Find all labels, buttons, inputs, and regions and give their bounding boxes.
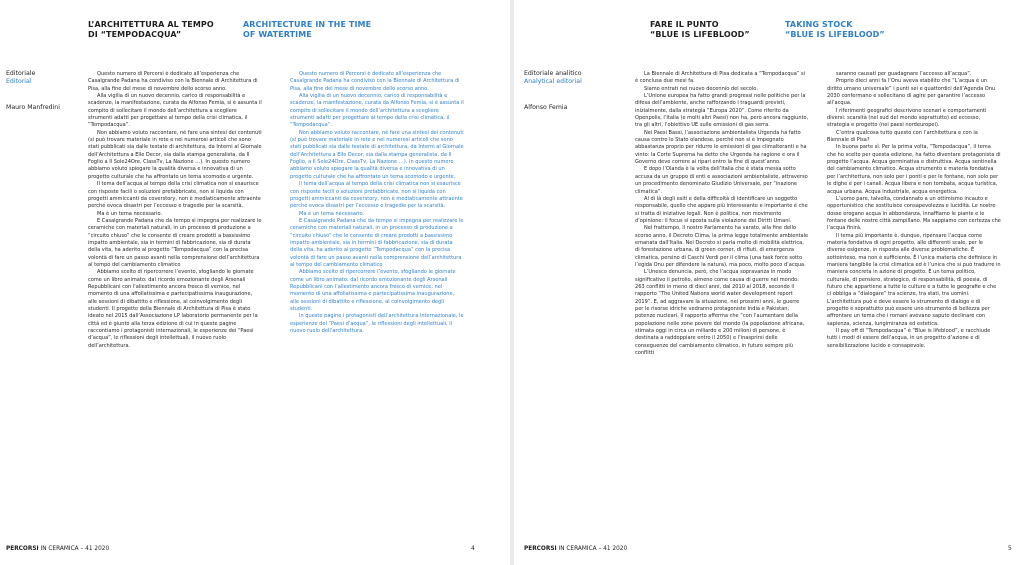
right-section-en: Analytical editorial [524,78,582,85]
paragraph: Il tema dell’acqua al tempo della crisi climatica non si esaurisce con risposte facili o soluzioni prefabbricate, non si liquida con progetti ammiccanti da coverstory, non è mediaticamente attraente perché evoca disastri per l’eccesso e tragedie per la scarsità. [88,181,261,210]
paragraph: In buona parte sì. Per la prima volta, “Tempodacqua”, il tema che ho scelto per questa edizione, ha fatto diventare protagonista di progetto l’acqua. Acqua germinativa e distruttiva. Acqua sentinella del cambiamento climatico. Acqua strumento e materia fondativa per l’architettura, non solo per i ponti e per le fontane, non solo per le dighe e per i canali. Acqua libera e non tombata, acqua turistica, acqua urbana. Acqua industriale, acqua energetica. [827,144,1001,195]
paragraph: L’Unesco denuncia, però, che l’acqua sopravanza in modo significativo il petrolio, almeno come causa di guerre nel mondo: 263 conflitti in meno di dieci anni, dal 2010 al 2018, secondo il rapporto “The United Nations world water development report 2019”. E, ad aggravare la situazione, nei prossimi anni, le guerre per le risorse idriche vedranno protagoniste India e Pakistan, potenze nucleari. Il rapporto afferma che “con l’aumentare della popolazione nelle zone povere del mondo (la popolazione africana, stimata oggi in circa un miliardo e 200 milioni di persone, è destinata a raddoppiare entro il 2050) e l’inasprirsi delle conseguenze del cambiamento climatico, in futuro sempre più conflitti [635,269,805,357]
footer-issue: – 41 [80,546,93,552]
paragraph: Al di là degli esiti e della difficoltà di identificare un soggetto responsabile, quello che appare più interessante e importante è che si tratta di iniziative legali. Non è politica, non movimento d’opinione: il focus si sposta sulla violazione dei Diritti Umani. [635,195,808,224]
paragraph: Il pay off di “Tempodacqua” è “Blue is lifeblood”, e racchiude tutti i modi di essere dell’acqua, in un progetto d’azione e di sensibilizzazione lucido e consapevole. [827,328,991,349]
paragraph: Alla vigilia di un nuovo decennio, carico di responsabilità e scadenze, la manifestazione, curata da Alfonso Femia, si è assunta il compito di sollecitare il mondo dell’architettura a scegliere strumenti adatti per progettare al tempo della crisi climatica, il “Tempodacqua”. [290,93,464,129]
paragraph: C’entra qualcosa tutto questo con l’architettura e con la Biennale di Pisa? [827,129,978,144]
paragraph: E Casalgrande Padana che da tempo si impegna per realizzare le ceramiche con materiali naturali, in un processo di produzione a “circuito chiuso” che le consente di creare prodotti a bassissimo impatto ambientale, sia in termini di fabbricazione, sia di durata della vita, ha aderito al progetto “Tempodacqua” con la precisa volontà di fare un passo avanti nella comprensione dell’architettura al tempo del cambiamento climatico [88,217,262,268]
left-title-en [243,20,371,40]
paragraph: I riferimenti geografici descrivono scenari e comportamenti diversi: scarsità (nel sud del mondo soprattutto) ed eccesso, strategia e progetto (nei paesi nordeuropei). [827,107,987,129]
paragraph: Abbiamo scelto di ripercorrere l’evento, sfogliando le giornate come un libro animato: dal ricordo emozionante degli Arsenali Repubblicani con l’allestimento ancora fresco di vernice, nel momento di una affollatissima e partecipatissima inaugurazione, alle sessioni di dibattito e riflessione, al coinvolgimento degli studenti. [290,269,456,312]
footer-year: 2020 [612,546,628,552]
right-page [514,0,1024,565]
left-section-it: Editoriale [6,70,36,77]
right-footer [524,545,627,553]
paragraph: Non abbiamo voluto raccontare, né fare una sintesi dei contenuti (si può trovare materiale in rete e nei numerosi articoli che sono stati pubblicati sia dalle testate di architettura, da Interni al Giornale dell’Architettura a Elle Decor, sia dalla stampa generalista, da Il Foglio a Il Sole24Ore, ClassTv, La Nazione …). In questo numero abbiamo voluto spiegare la qualità diversa e innovativa di un progetto culturale che ha affrontato un tema scomodo e urgente. [88,129,262,180]
left-footer [6,545,109,553]
paragraph: Il tema più importante è, dunque, ripensare l’acqua come materia fondativa di ogni progetto, alle differenti scale, per le diverse esigenze, in risposta alle diverse problematiche. È sottointeso, ma non è sufficiente. È l’unica materia che definisce in maniera tangibile la crisi climatica ed è l’unica che si può tradurre in maniera concreta in azione di progetto. È un tema politico, culturale, di pensiero, strategico, di responsabilità, di poesia, di futuro che appartiene a tutte le culture e a tutte le geografie e che ci obbliga a “dialogare” tra scienze, tra stati, tra uomini. L’architettura può e deve essere lo strumento di dialogo e di progetto e soprattutto può essere uno strumento di bellezza per affrontare un tema che i romani avevano saputo declinare con sapienza, scienza, lungimiranza ed estetica. [827,232,1001,327]
paragraph: Non abbiamo voluto raccontare, né fare una sintesi dei contenuti (si può trovare materiale in rete e nei numerosi articoli che sono stati pubblicati sia dalle testate di architettura, da Interni al Giornale dell’Architettura a Elle Decor, sia dalla stampa generalista, da Il Foglio, a Il Sole24Ore, ClassTv, La Nazione …). In questo numero abbiamo voluto spiegare la qualità diversa e innovativa di un progetto culturale che ha affrontato un tema scomodo e urgente. [290,129,464,180]
paragraph: Alla vigilia di un nuovo decennio, carico di responsabilità e scadenze, la manifestazione, curata da Alfonso Femia, si è assunta il compito di sollecitare il mondo dell’architettura a scegliere strumenti adatti per progettare al tempo della crisi climatica, il “Tempodacqua”. [88,93,262,129]
paragraph: saranno causati per guadagnare l’accesso all’acqua”. [836,71,972,77]
right-title-en-line1: TAKING STOCK [785,20,853,29]
left-title-en-line1: ARCHITECTURE IN THE TIME [243,20,372,29]
page-number: 4 [471,545,475,552]
footer-brand-thin: IN CERAMICA [556,546,597,552]
footer-year: 2020 [94,546,110,552]
right-section-label [524,70,582,86]
right-author: Alfonso Femia [524,104,568,111]
footer-issue: – 41 [598,546,611,552]
paragraph: Abbiamo scelto di ripercorrere l’evento, sfogliando le giornate come un libro animato: dal ricordo emozionante degli Arsenali Repubblicani con l’allestimento ancora fresco di vernice, nel momento di una affollatissima e partecipatissima inaugurazione, alle sessioni di dibattito e riflessione, al coinvolgimento degli studenti. Il progetto della Biennale di Architettura di Pisa è stato ideato nel 2015 dall’Associazione LP laboratorio permanente per la città ed è giunto alla terza edizione di cui in queste pagine raccontiamo i protagonisti internazionali, le esperienze dei “Paesi d’acqua”, le riflessioni degli intellettuali, il nuovo ruolo dell’architettura. [88,269,258,349]
left-title-en-line2: OF WATERTIME [243,30,312,39]
paragraph: Siamo entrati nel nuovo decennio del secolo. [644,85,758,92]
left-title-it-line1: L’ARCHITETTURA AL TEMPO [88,20,214,29]
right-section-it: Editoriale analitico [524,70,582,77]
paragraph: La Biennale di Architettura di Pisa dedicata a “Tempodacqua” si è conclusa due mesi fa. [635,71,806,85]
paragraph: Questo numero di Percorsi è dedicato all’esperienza che Casalgrande Padana ha condiviso con la Biennale di Architettura di Pisa, alla fine del mese di novembre dello scorso anno. [290,71,460,92]
right-title-it [650,20,750,40]
footer-brand-bold: PERCORSI [6,546,39,552]
left-section-label [6,70,35,86]
right-title-en [785,20,885,40]
footer-brand-thin: IN CERAMICA [38,546,79,552]
paragraph: E Casalgrande Padana che da tempo si impegna per realizzare le ceramiche con materiali naturali, in un processo di produzione a “circuito chiuso” che le consente di creare prodotti a bassissimo impatto ambientale, sia in termini di fabbricazione, sia di durata della vita, ha aderito al progetto “Tempodacqua” con la precisa volontà di fare un passo avanti nella comprensione dell’architettura al tempo del cambiamento climatico [290,217,464,268]
paragraph: Questo numero di Percorsi è dedicato all’esperienza che Casalgrande Padana ha condiviso con la Biennale di Architettura di Pisa, alla fine del mese di novembre dello scorso anno. [88,71,258,92]
paragraph: L’uomo pare, talvolta, condannato a un ottimismo incauto e opportunistico che sostituisce consapevolezza e lucidità. Le nostre dosse erogano acqua in abbondanza, innaffiamo le piante e le fontane delle nostre città zampillano. Ma sappiamo con certezza che l’acqua finirà. [827,195,1001,232]
page-number: 5 [1008,545,1012,552]
left-page [0,0,510,565]
right-column-a [635,71,809,521]
left-column-italian [88,71,262,521]
right-title-it-line1: FARE IL PUNTO [650,20,719,29]
left-section-en: Editorial [6,78,32,85]
paragraph: Nei Paesi Bassi, l’associazione ambientalista Urgenda ha fatto causa contro lo Stato olandese, perché non si è impegnato abbastanza proprio per ridurre le emissioni di gas climalteranti e ha vinto: la Corte Suprema ha detto che Urgenda ha ragione e ora il Governo deve correre ai ripari entro la fine di quest’anno. [635,129,807,166]
left-title-it [88,20,214,40]
footer-brand [6,546,79,552]
paragraph: In queste pagine i protagonisti dell’architettura internazionale, le esperienze dei “Paesi d’acqua”, le riflessioni degli intellettuali, il nuovo ruolo dell’architettura. [290,313,464,335]
left-title-it-line2: DI “TEMPODACQUA” [88,30,182,39]
paragraph: Nel frattempo, il nostro Parlamento ha varato, alla fine dello scorso anno, il Decreto Clima, la prima legge totalmente ambientale emanata dall’Italia. Nel Decreto si parla molto di mobilità elettrica, di forestazione urbana, di green corner, di rifiuti, di emergenza climatica, persino di Caschi Verdi per il clima (una task force sotto l’egida Onu per difendere la natura), ma poco, molto poco d’acqua. [635,225,809,268]
left-column-english [290,71,464,521]
right-title-it-line2: “BLUE IS LIFEBLOOD” [650,30,750,39]
right-column-b [827,71,1001,521]
footer-brand [524,546,597,552]
right-title-en-line2: “BLUE IS LIFEBLOOD” [785,30,885,39]
left-author: Mauro Manfredini [6,104,60,111]
paragraph: Ma è un tema necessario. [299,210,365,217]
paragraph: Ma è un tema necessario. [97,210,163,217]
paragraph: Proprio dieci anni fa l’Onu aveva stabilito che “L’acqua è un diritto umano universale” i punti sei e quattordici dell’Agenda Onu 2030 confermano e sollecitano di agire per garantire l’accesso all’acqua. [827,78,996,107]
paragraph: L’Unione europea ha fatto grandi progressi nelle politiche per la difesa dell’ambiente, anche rafforzando i traguardi previsti, inizialmente, dalla strategia “Europa 2020”. Come riferito da Openpolis, l’Italia (e molti altri Paesi) non ha, però ancora raggiunto, tra gli altri, l’obiettivo UE sulle emissioni di gas serra. [635,93,809,129]
paragraph: E dopo l’Olanda è la volta dell’Italia che è stata messa sotto accusa da un gruppo di enti e associazioni ambientaliste, attraverso un procedimento denominato Giudizio Universale, per “inazione climatica”. [635,166,808,195]
paragraph: Il tema dell’acqua al tempo della crisi climatica non si esaurisce con risposte facili o soluzioni prefabbricate, non si liquida con progetti ammiccanti da coverstory, non è mediaticamente attraente perché evoca disastri per l’eccesso e tragedie per la scarsità. [290,181,463,210]
footer-brand-bold: PERCORSI [524,546,557,552]
